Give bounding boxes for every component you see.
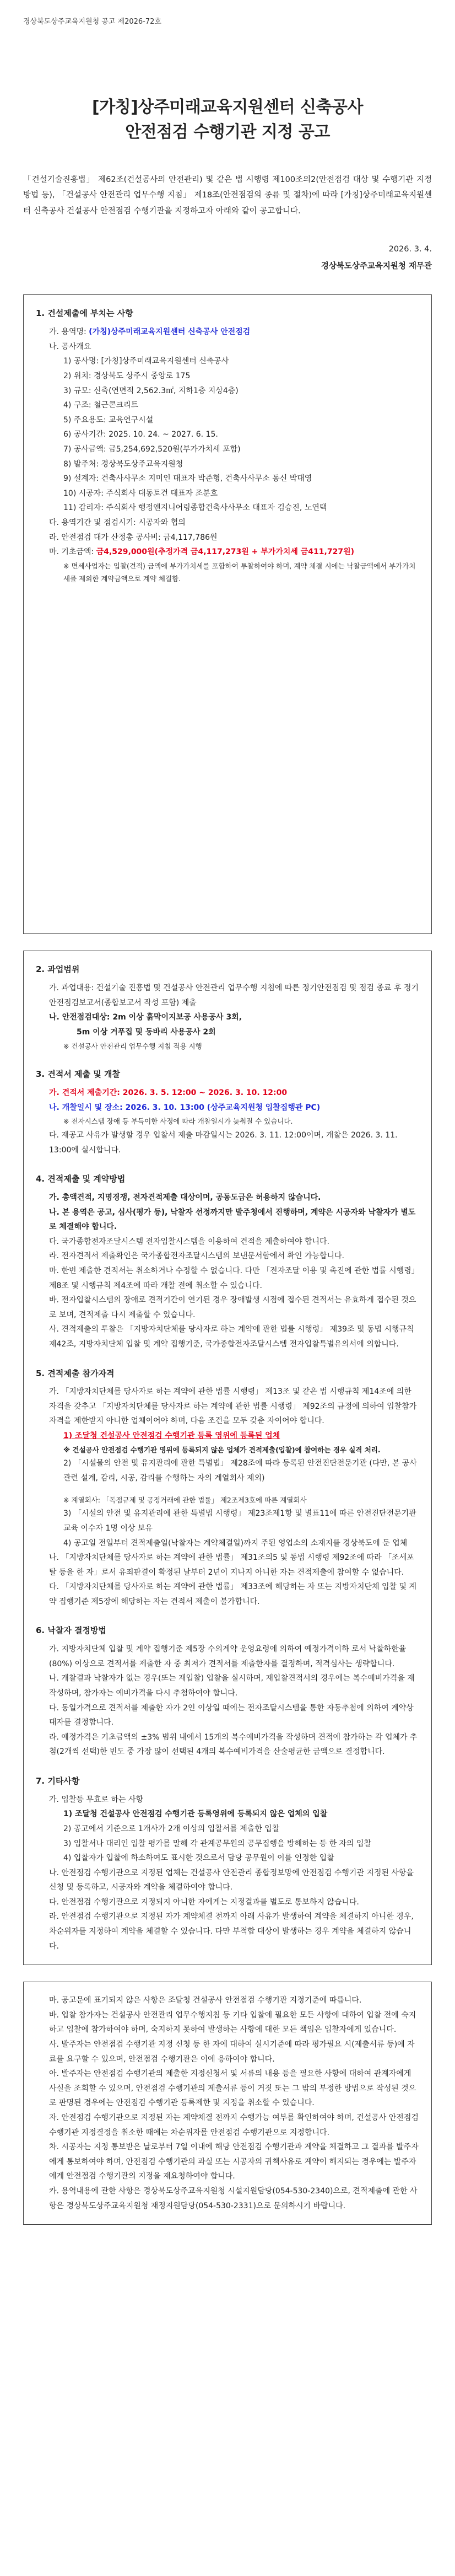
service-period: 다. 용역기간 및 점검시기: 시공자와 협의 bbox=[49, 518, 186, 527]
re-notice-schedule: 다. 재공고 사유가 발생할 경우 입찰서 제출 마감일시는 2026. 3. 11. 12:00이며, 개찰은 2026. 3. 11. 13:00에 실시합니다. bbox=[49, 1131, 398, 1155]
notice-number: 경상북도상주교육지원청 공고 제2026-72호 bbox=[23, 18, 161, 26]
other-item: 사. 발주자는 안전점검 수행기관 지정 신청 등 한 자에 대하여 실시기준에 따라 평가필요 시(제출서류 등)에 자료를 요구할 수 있으며, 안전점검 수행기관은 이에 응하여야 합니다. bbox=[49, 2040, 415, 2064]
other-item: 다. 안전점검 수행기관으로 지정되지 아니한 자에게는 지정결과를 별도로 통보하지 않습니다. bbox=[49, 1897, 359, 1907]
section-5-title: 5. 견적제출 참가자격 bbox=[36, 1368, 115, 1378]
notice-date: 2026. 3. 4. bbox=[388, 244, 432, 254]
eligibility-item-3: 3) 「시설의 안전 및 유지관리에 관한 특별법 시행령」 제23조제1항 및 별표11에 따른 안전진단전문기관 교육 이수자 1명 이상 보유 bbox=[63, 1509, 416, 1533]
section-1-title: 1. 건설제출에 부치는 사항 bbox=[36, 308, 133, 319]
section-3-title: 3. 견적서 제출 및 개찰 bbox=[36, 1069, 120, 1080]
other-item: 마. 공고문에 표기되지 않은 사항은 조달청 건설공사 안전점검 수행기관 지정기준에 따릅니다. bbox=[49, 1996, 362, 2005]
eligibility-item-4: 4) 공고일 전일부터 견적제출일(낙찰자는 계약체결일)까지 주된 영업소의 소재지를 경상북도에 둔 업체 bbox=[63, 1538, 408, 1548]
invalid-bid-item: 1) 조달청 건설공사 안전점검 수행기관 등록영위에 등록되지 않은 업체의 입찰 bbox=[63, 1810, 328, 1819]
other-item: 라. 안전점검 수행기관으로 지정된 자가 계약체결 전까지 아래 사유가 발생하여 계약을 체결하지 아니한 경우, 차순위자를 지정하여 계약을 체결할 수 있습니다. 다만 부적합 대상이 발생하는 경우 계약을 체결하지 않습니다. bbox=[49, 1912, 414, 1951]
scope-note: ※ 건설공사 안전관리 업무수행 지침 적용 시행 bbox=[63, 1042, 202, 1050]
opening-datetime: 나. 개찰일시 및 장소: 2026. 3. 10. 13:00 (상주교육지원청 입찰집행관 PC) bbox=[49, 1103, 321, 1112]
contract-method-item: 사. 견적제출의 투찰은 「지방자치단체를 당사자로 하는 계약에 관한 법률 시행령」 제39조 및 동법 시행규칙 제42조, 지방자치단체 입찰 및 계약 집행기준, 국가종합전자조달시스템 전자입찰특별유의서에 의합니다. bbox=[49, 1325, 414, 1349]
eligibility-warning: ※ 건설공사 안전점검 수행기관 영위에 등록되지 않은 업체가 견적제출(입찰)에 참여하는 경우 실격 처리. bbox=[63, 1445, 381, 1454]
overview-item: 2) 위치: 경상북도 상주시 중앙로 175 bbox=[63, 372, 191, 380]
eligibility-item-2: 2) 「시설물의 안전 및 유지관리에 관한 특별법」 제28조에 따라 등록된 안전진단전문기관 (다만, 본 공사 관련 설계, 감리, 시공, 감리를 수행하는 자의 계열회사 제외) bbox=[63, 1459, 417, 1483]
overview-item: 7) 공사금액: 금5,254,692,520원(부가가치세 포함) bbox=[63, 444, 241, 454]
section-6-title: 6. 낙찰자 결정방법 bbox=[36, 1625, 107, 1636]
invalid-bid-item: 2) 공고에서 기준으로 1개사가 2개 이상의 입찰서를 제출한 입찰 bbox=[63, 1824, 280, 1833]
intro-paragraph: 「건설기술진흥법」 제62조(건설공사의 안전관리) 및 같은 법 시행령 제100조의2(안전점검 대상 및 수행기관 지정 방법 등), 「건설공사 안전관리 업무수행 지침」 제18조(안전점검의 종류 및 절차)에 따라 [가칭]상주미래교육지원센터 신축공사 건설공사 안전점검 수행기관을 지정하고자 아래와 같이 공고합니다. bbox=[23, 175, 432, 216]
affiliate-note: ※ 계열회사: 「독점규제 및 공정거래에 관한 법률」 제2조제3호에 따른 계열회사 bbox=[63, 1495, 307, 1504]
eligibility-restriction: 나. 「지방자치단체를 당사자로 하는 계약에 관한 법률」 제31조의5 및 동법 시행령 제92조에 따라 「조세포탈 등을 한 자」로서 유죄판결이 확정된 날부터 2년이 지나지 아니한 자는 견적제출에 참여할 수 없습니다. bbox=[49, 1553, 414, 1577]
award-method-item: 가. 지방자치단체 입찰 및 계약 집행기준 제5장 수의계약 운영요령에 의하여 예정가격이하 로서 낙찰하한율(80%) 이상으로 견적서를 제출한 자 중 최저가 견적서를 제출한자를 결정하며, 적격심사는 생략합니다. bbox=[49, 1645, 407, 1668]
project-overview-heading: 나. 공사개요 bbox=[49, 342, 91, 351]
overview-item: 6) 공사기간: 2025. 10. 24. ~ 2027. 6. 15. bbox=[63, 430, 218, 439]
service-name-label: 가. 용역명: bbox=[49, 328, 89, 337]
base-amount-value: 금4,529,000원(추정가격 금4,117,273원 + 부가가치세 금411,727원) bbox=[96, 548, 354, 557]
overview-item: 5) 주요용도: 교육연구시설 bbox=[63, 415, 154, 425]
service-name-line bbox=[36, 325, 419, 340]
contract-method-item: 나. 본 용역은 공고, 심사(평가 등), 낙찰자 선정까지만 발주청에서 진행하며, 계약은 시공자와 낙찰자가 별도로 체결해야 합니다. bbox=[49, 1208, 416, 1232]
title-block bbox=[23, 95, 432, 144]
base-amount-line bbox=[36, 545, 419, 560]
section-4-title: 4. 견적제출 및 계약방법 bbox=[36, 1174, 126, 1184]
notice-title-line1: [가칭]상주미래교육지원센터 신축공사 bbox=[91, 98, 364, 117]
other-item: 자. 안전점검 수행기관으로 지정된 자는 계약체결 전까지 수행가능 여부를 확인하여야 하며, 건설공사 안전점검 수행기관 지정결정을 취소한 때에는 차순위자를 안전점검 수행기관으로 지정합니다. bbox=[49, 2113, 419, 2137]
service-name-value: (가칭)상주미래교육지원센터 신축공사 안전점검 bbox=[89, 328, 251, 337]
contract-method-item: 마. 한번 제출한 견적서는 취소하거나 수정할 수 없습니다. 다만 「전자조달 이용 및 촉진에 관한 법률 시행령」 제8조 및 시행규칙 제4조에 따라 개찰 전에 취소할 수 있습니다. bbox=[49, 1266, 419, 1290]
other-item: 나. 안전점검 수행기관으로 지정된 업체는 건설공사 안전관리 종합정보망에 안전점검 수행기관 지정된 사항을 신청 및 등록하고, 시공자와 계약을 체결하여야 합니다. bbox=[49, 1868, 414, 1892]
contract-method-item: 가. 총액견적, 지명경쟁, 전자견적제출 대상이며, 공동도급은 허용하지 않습니다. bbox=[49, 1193, 321, 1202]
award-method-item: 나. 개찰결과 낙찰자가 없는 경우(또는 재입찰) 입찰을 실시하며, 재입찰견적서의 경우에는 복수예비가격을 재작성하며, 참가자는 예비가격을 다시 추첨하여야 합니다. bbox=[49, 1674, 415, 1698]
section-7-title: 7. 기타사항 bbox=[36, 1775, 80, 1786]
award-method-item: 다. 동일가격으로 견적서를 제출한 자가 2인 이상일 때에는 전자조달시스템을 통한 자동추첨에 의하여 계약상대자를 결정합니다. bbox=[49, 1703, 414, 1727]
overview-item: 3) 규모: 신축(연면적 2,562.3㎡, 지하1층 지상4층) bbox=[63, 386, 239, 395]
opening-note: ※ 전자시스템 장애 등 부득이한 사정에 따라 개찰일시가 늦춰질 수 있습니다. bbox=[63, 1117, 293, 1126]
overview-item: 1) 공사명: [가칭]상주미래교육지원센터 신축공사 bbox=[63, 357, 229, 366]
notice-title-line2: 안전점검 수행기관 지정 공고 bbox=[125, 122, 330, 142]
inspection-fee: 라. 안전점검 대가 산정총 공사비: 금4,117,786원 bbox=[49, 533, 218, 542]
overview-item: 11) 감리자: 주식회사 행정엔지니어링종합건축사사무소 대표자 김승진, 노연택 bbox=[63, 503, 327, 513]
overview-item: 4) 구조: 철근콘크리트 bbox=[63, 401, 139, 410]
scope-task: 가. 과업대용: 건설기술 진흥법 및 건설공사 안전관리 업무수행 지침에 따른 정기안전점검 및 점검 종료 후 정기안전점검보고서(종합보고서 작성 포함) 제출 bbox=[49, 984, 419, 1007]
inspection-target-label: 나. 안전점검대상: bbox=[49, 1013, 113, 1022]
other-item: 아. 발주자는 안전점검 수행기관의 제출한 지정신청서 및 서류의 내용 등을 필요한 사항에 대하여 관계자에게 사실을 조회할 수 있으며, 안전점검 수행기관의 제출서류 등이 거짓 또는 그 밖의 부정한 방법으로 작성된 것으로 판명된 경우에는 안전점검 수행기관 등록제한 및 지정을 취소할 수 있습니다. bbox=[49, 2069, 416, 2108]
section-2-6-box bbox=[23, 951, 432, 1965]
inspection-target-line bbox=[36, 1010, 419, 1025]
invalid-bid-heading: 가. 입찰등 무효로 하는 사항 bbox=[49, 1795, 144, 1804]
other-item: 바. 입찰 참가자는 건설공사 안전관리 업무수행지침 등 기타 입찰에 필요한 모든 사항에 대하여 입찰 전에 숙지하고 입찰에 참가하여야 하며, 숙지하지 못하여 발생하는 사항에 대한 모든 책임은 입찰자에게 있습니다. bbox=[49, 2010, 416, 2035]
section-1-box bbox=[23, 294, 432, 934]
overview-item: 9) 설계자: 건축사사무소 지미인 대표자 박준형, 건축사사무소 동신 박대영 bbox=[63, 474, 312, 484]
contract-method-item: 바. 전자입찰시스템의 장애로 견적기간이 연기된 경우 장애발생 시점에 접수된 견적서는 유효하게 접수된 것으로 보며, 견적제출 다시 제출할 수 있습니다. bbox=[49, 1296, 416, 1319]
section-7-continued-box bbox=[23, 1982, 432, 2225]
eligibility-item-1: 1) 조달청 건설공사 안전점검 수행기관 등록 영위에 등록된 업체 bbox=[63, 1431, 280, 1441]
tax-exempt-note: ※ 면세사업자는 입찰(견적) 금액에 부가가치세를 포함하여 투찰하여야 하며, 계약 체결 시에는 낙찰금액에서 부가가치세를 제외한 계약금액으로 계약 체결함. bbox=[63, 561, 416, 583]
overview-item: 8) 발주처: 경상북도상주교육지원청 bbox=[63, 459, 183, 469]
issuer: 경상북도상주교육지원청 재무관 bbox=[321, 261, 432, 271]
contact-info: 카. 용역내용에 관한 사항은 경상북도상주교육지원청 시설지원담당(054-530-2340)으로, 견적제출에 관한 사항은 경상북도상주교육지원청 재정지원담당(054-530-2331)으로 문의하시기 바랍니다. bbox=[49, 2186, 418, 2210]
inspection-target-value-2: 5m 이상 거푸집 및 동바리 사용공사 2회 bbox=[77, 1028, 216, 1037]
section-2-title: 2. 과업범위 bbox=[36, 964, 80, 975]
base-amount-label: 마. 기초금액: bbox=[49, 548, 96, 557]
other-item: 차. 시공자는 지정 통보받은 날로부터 7일 이내에 해당 안전점검 수행기관과 계약을 체결하고 그 결과를 발주자에게 통보하여야 하며, 안전점검 수행기관의 과실 또는 시공자의 귀책사유로 계약이 해지되는 경우에는 발주자에게 안전점검 수행기관의 지정을 재요청하여야 합니다. bbox=[49, 2143, 419, 2181]
eligibility-intro: 가. 「지방자치단체를 당사자로 하는 계약에 관한 법률 시행령」 제13조 및 같은 법 시행규칙 제14조에 의한 자격을 갖추고 「지방자치단체를 당사자로 하는 계약에 관한 법률 시행령」 제92조의 규정에 의하여 입찰참가자격을 제한받지 아니한 업체이어야 하며, 다음 조건을 모두 갖춘 자이어야 합니다. bbox=[49, 1387, 417, 1426]
contract-method-item: 라. 전자견적서 제출확인은 국가종합전자조달시스템의 보낸문서함에서 확인 가능합니다. bbox=[49, 1252, 344, 1261]
invalid-bid-item: 3) 입찰서나 대리인 입찰 평가를 말해 각 관계공무원의 공무집행을 방해하는 등 한 자의 입찰 bbox=[63, 1839, 372, 1848]
overview-item: 10) 시공자: 주식회사 대동토건 대표자 조분호 bbox=[63, 489, 218, 498]
award-method-item: 라. 예정가격은 기초금액의 ±3% 범위 내에서 15개의 복수예비가격을 작성하며 견적에 참가하는 각 업체가 추첨(2개씩 선택)한 빈도 중 가장 많이 선택된 4개의 복수예비가격을 산술평균한 금액으로 결정합니다. bbox=[49, 1732, 418, 1757]
contract-method-item: 다. 국가종합전자조달시스템 전자입찰시스템을 이용하여 견적을 제출하여야 합니다. bbox=[49, 1237, 329, 1246]
submission-period: 가. 견적서 제출기간: 2026. 3. 5. 12:00 ~ 2026. 3. 10. 12:00 bbox=[49, 1088, 288, 1098]
eligibility-restriction: 다. 「지방자치단체를 당사자로 하는 계약에 관한 법률」 제33조에 해당하는 자 또는 지방자치단체 입찰 및 계약 집행기준 제5장에 해당하는 자는 견적서 제출이 불가합니다. bbox=[49, 1582, 417, 1606]
invalid-bid-item: 4) 입찰자가 입찰에 하소하여도 표시한 것으로서 담당 공무원이 이를 인정한 입찰 bbox=[63, 1854, 334, 1863]
inspection-target-value: 2m 이상 흙막이지보공 사용공사 3회, bbox=[112, 1013, 242, 1022]
